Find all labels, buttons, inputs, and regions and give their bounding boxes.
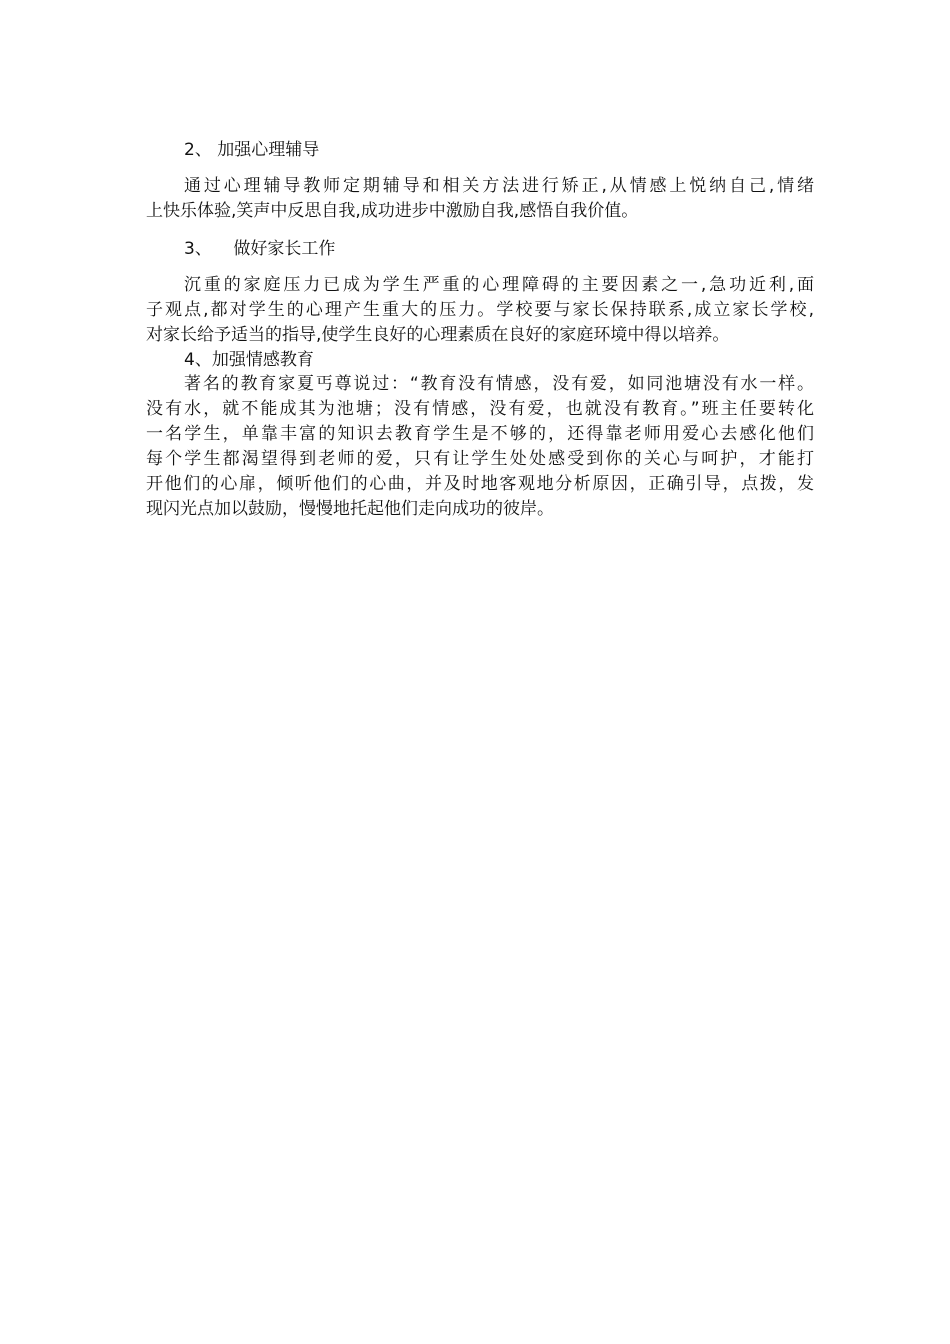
paragraph-line: 开他们的心扉，倾听他们的心曲，并及时地客观地分析原因，正确引导，点拨，发 bbox=[146, 474, 814, 494]
section-heading-4 bbox=[146, 348, 814, 373]
section-paragraph-3 bbox=[146, 273, 814, 348]
section-heading-3 bbox=[146, 237, 814, 262]
paragraph-line: 一名学生，单靠丰富的知识去教育学生是不够的，还得靠老师用爱心去感化他们 bbox=[146, 424, 814, 444]
paragraph-line: 子观点,都对学生的心理产生重大的压力。学校要与家长保持联系,成立家长学校, bbox=[146, 300, 814, 320]
paragraph-line: 每个学生都渴望得到老师的爱，只有让学生处处感受到你的关心与呵护，才能打 bbox=[146, 449, 814, 469]
heading-text: 4、加强情感教育 bbox=[184, 350, 314, 370]
paragraph-line: 上快乐体验,笑声中反思自我,成功进步中激励自我,感悟自我价值。 bbox=[146, 201, 639, 221]
section-paragraph-2 bbox=[146, 174, 814, 224]
paragraph-line: 沉重的家庭压力已成为学生严重的心理障碍的主要因素之一,急功近利,面 bbox=[184, 275, 814, 295]
paragraph-line: 现闪光点加以鼓励，慢慢地托起他们走向成功的彼岸。 bbox=[146, 499, 554, 519]
heading-text: 2、 加强心理辅导 bbox=[184, 140, 320, 160]
section-heading-2 bbox=[146, 138, 814, 163]
section-paragraph-4 bbox=[146, 372, 814, 522]
paragraph-line: 著名的教育家夏丐尊说过：“教育没有情感，没有爱，如同池塘没有水一样。 bbox=[184, 374, 814, 394]
paragraph-line: 没有水，就不能成其为池塘；没有情感，没有爱，也就没有教育。”班主任要转化 bbox=[146, 399, 814, 419]
paragraph-line: 通过心理辅导教师定期辅导和相关方法进行矫正,从情感上悦纳自己,情绪 bbox=[184, 176, 814, 196]
paragraph-line: 对家长给予适当的指导,使学生良好的心理素质在良好的家庭环境中得以培养。 bbox=[146, 325, 730, 345]
heading-text: 3、 做好家长工作 bbox=[184, 239, 336, 259]
